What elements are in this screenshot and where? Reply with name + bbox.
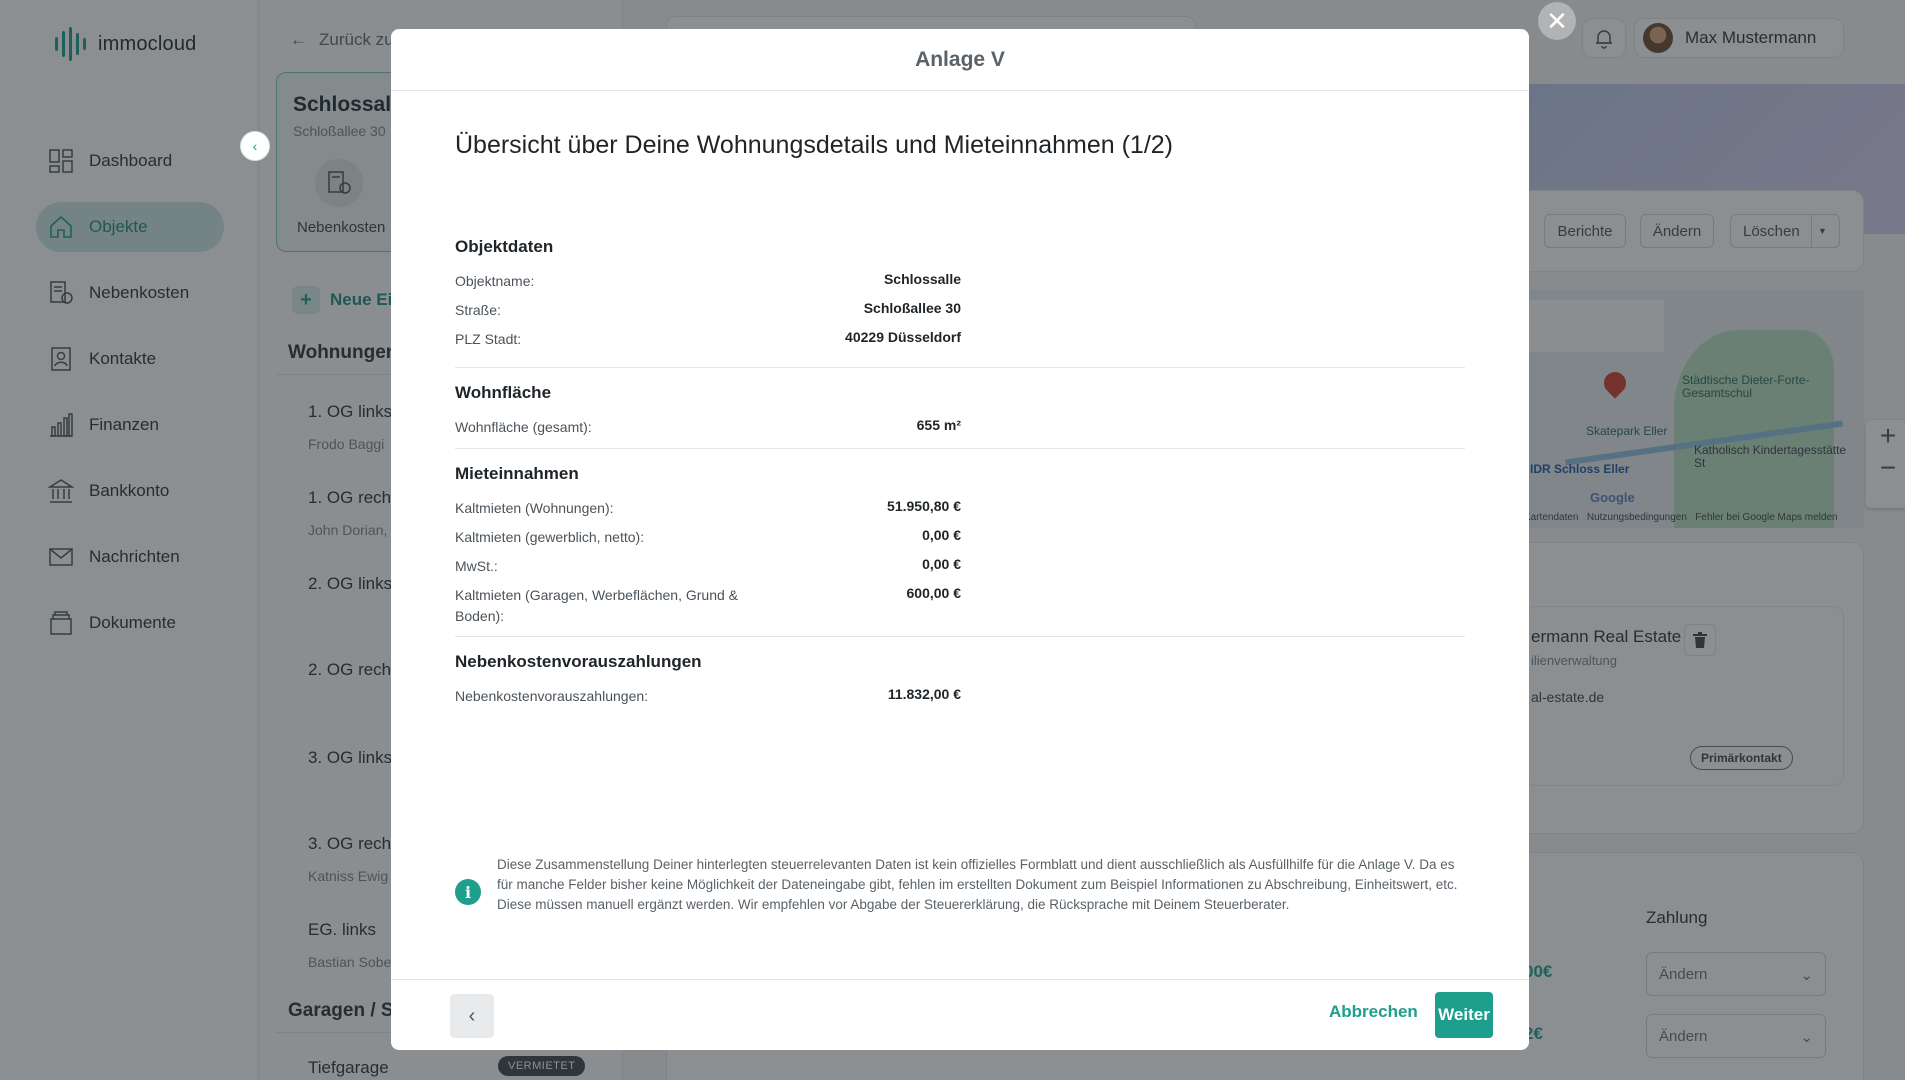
row-label: Objektname: <box>455 273 535 289</box>
row-value: 51.950,80 € <box>887 498 961 514</box>
row-label: PLZ Stadt: <box>455 331 522 347</box>
row-value: 655 m² <box>916 417 961 433</box>
row-label: Kaltmieten (gewerblich, netto): <box>455 529 645 545</box>
divider <box>455 636 1465 637</box>
close-icon[interactable]: ✕ <box>1538 2 1576 40</box>
group-wohnflaeche <box>455 383 1465 446</box>
info-text: Diese Zusammenstellung Deiner hinterlegten steuerrelevanten Daten ist kein offizielles Formblatt und dient ausschließlich als Ausfüllhilfe für die Anlage V. Da es für manche Felder bisher keine Möglichkeit der Dateneingabe gibt, fehlen im erstellten Dokument zum Beispiel Informationen zu Abschreibung, Einheitswert, etc. Diese müssen manuell ergänzt werden. Wir empfehlen vor Abgabe der Steuererklärung, die Rücksprache mit Deinem Steuerberater. <box>497 857 1458 912</box>
group-heading: Wohnfläche <box>455 383 552 402</box>
row-value: 0,00 € <box>922 556 961 572</box>
data-row <box>455 329 1465 358</box>
modal-header: Anlage V <box>391 29 1529 91</box>
data-row <box>455 300 1465 329</box>
next-button[interactable]: Weiter <box>1435 992 1493 1038</box>
row-value: 600,00 € <box>906 585 961 601</box>
previous-button[interactable] <box>450 994 494 1038</box>
data-row <box>455 271 1465 300</box>
row-value: Schlossalle <box>883 271 961 287</box>
divider <box>455 367 1465 368</box>
row-label: Straße: <box>455 302 501 318</box>
data-row <box>455 527 1465 556</box>
row-value: 40229 Düsseldorf <box>845 329 961 345</box>
divider <box>455 448 1465 449</box>
info-icon: i <box>455 879 481 905</box>
chevron-left-icon: ‹ <box>468 1004 476 1027</box>
data-row <box>455 585 1465 633</box>
data-row <box>455 498 1465 527</box>
group-objektdaten <box>455 237 1465 358</box>
group-heading: Mieteinnahmen <box>455 464 579 483</box>
row-value: 0,00 € <box>922 527 961 543</box>
row-label: Wohnfläche (gesamt): <box>455 419 592 435</box>
group-mieteinnahmen <box>455 464 1465 633</box>
data-row <box>455 417 1465 446</box>
row-value: Schloßallee 30 <box>863 300 961 316</box>
row-label: Nebenkostenvorauszahlungen: <box>455 688 649 704</box>
anlage-v-modal <box>391 29 1529 1050</box>
modal-title: Übersicht über Deine Wohnungsdetails und Mieteinnahmen (1/2) <box>455 131 1174 159</box>
row-label: Kaltmieten (Wohnungen): <box>455 500 614 516</box>
info-box <box>455 855 1467 915</box>
group-heading: Nebenkostenvorauszahlungen <box>455 652 702 671</box>
row-value: 11.832,00 € <box>887 686 961 702</box>
group-nebenkosten <box>455 652 1465 715</box>
data-row <box>455 686 1465 715</box>
group-heading: Objektdaten <box>455 237 554 256</box>
data-row <box>455 556 1465 585</box>
row-label: MwSt.: <box>455 558 498 574</box>
collapse-sidebar-button[interactable]: ‹ <box>240 131 270 161</box>
modal-footer <box>391 979 1529 1050</box>
row-label: Kaltmieten (Garagen, Werbeflächen, Grund & Boden): <box>455 587 739 624</box>
cancel-button[interactable]: Abbrechen <box>1329 1002 1418 1021</box>
